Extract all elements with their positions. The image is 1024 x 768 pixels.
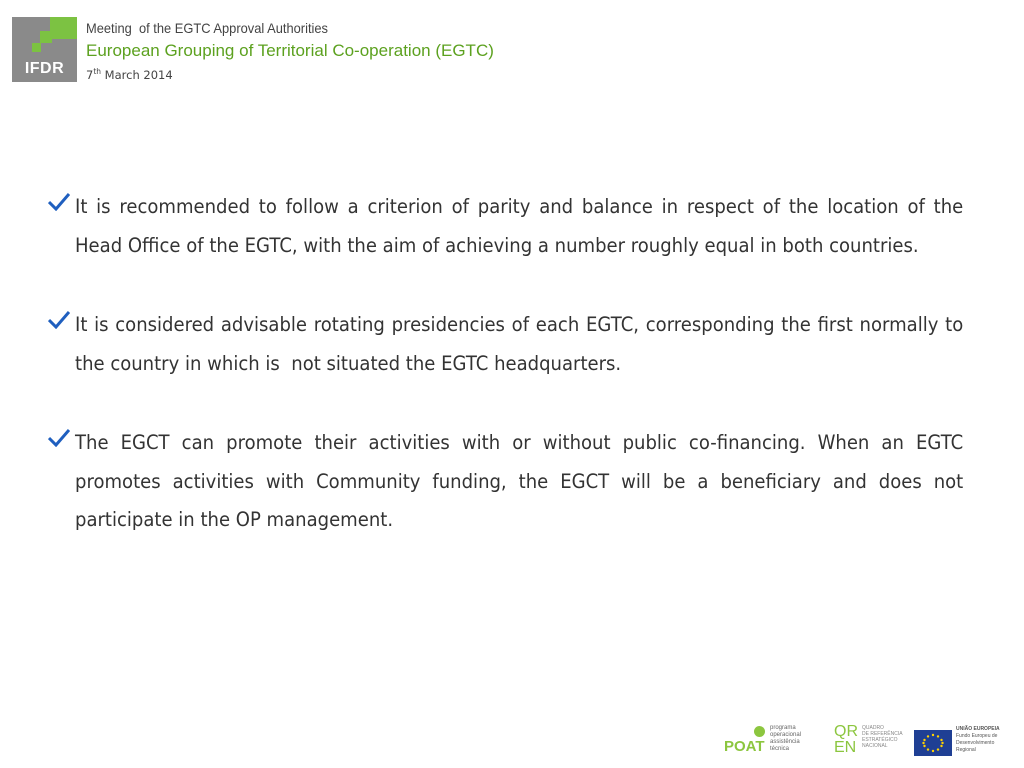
checkmark-icon xyxy=(48,193,70,211)
list-item xyxy=(48,306,969,383)
bullet-text: It is considered advisable rotating presidencies of each EGTC, corresponding the first normally to the country in which is not situated the EGTC headquarters. xyxy=(75,313,969,375)
checkmark-icon xyxy=(48,429,70,447)
logo-text: IFDR xyxy=(24,60,65,77)
poat-mark: POAT xyxy=(724,738,765,755)
eu-text: UNIÃO EUROPEIA Fundo Europeu de Desenvolvimento Regional xyxy=(956,726,1000,753)
meeting-subtitle: Meeting of the EGTC Approval Authorities xyxy=(86,20,328,36)
meeting-date: 7th March 2014 xyxy=(86,67,173,82)
list-item xyxy=(48,424,969,540)
qren-logo xyxy=(834,724,904,758)
poat-logo xyxy=(724,724,814,758)
poat-circle-icon xyxy=(754,726,765,737)
list-item xyxy=(48,188,969,265)
bullet-list xyxy=(48,188,969,581)
eu-logo xyxy=(914,724,1014,758)
checkmark-icon xyxy=(48,311,70,329)
qren-bottom: EN xyxy=(834,739,857,756)
bullet-text: The EGCT can promote their activities with or without public co-financing. When an EGTC promotes activities with Community funding, the EGCT will be a beneficiary and does not participate in the OP management. xyxy=(75,431,969,531)
qren-top: QR xyxy=(834,723,858,740)
ifdr-logo xyxy=(12,17,77,82)
qren-text: QUADRO DE REFERÊNCIA ESTRATÉGICO NACIONAL xyxy=(862,725,903,749)
footer-logos xyxy=(724,724,1014,758)
page-title: European Grouping of Territorial Co-operation (EGTC) xyxy=(86,41,494,60)
bullet-text: It is recommended to follow a criterion of parity and balance in respect of the location of the Head Office of the EGTC, with the aim of achieving a number roughly equal in both countries. xyxy=(75,195,969,257)
eu-flag-icon xyxy=(914,730,952,756)
poat-text: programa operacional assistência técnica xyxy=(770,725,802,752)
